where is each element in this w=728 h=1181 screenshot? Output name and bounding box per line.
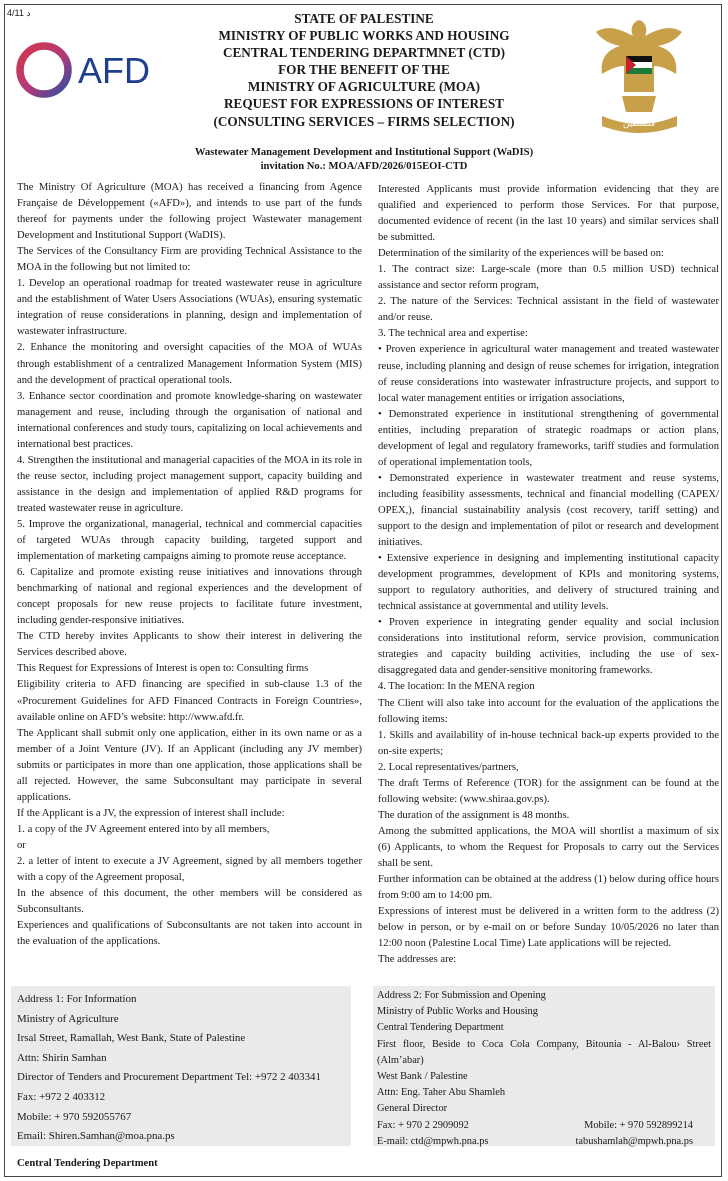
paragraph: The Client will also take into account for the evaluation of the applications the following items: [378,697,719,725]
address-1-line: Ministry of Agriculture [17,1012,119,1025]
page-number: 4/11 د [7,8,31,18]
paragraph: The Ministry Of Agriculture (MOA) has received a financing from Agence Française de Développement («AFD»), and intends to use part of the funds thereof for payments under the following project Wastewater management Development and Institutional Support (WaDIS). [17,182,362,242]
paragraph: • Proven experience in integrating gender equality and social inclusion considerations into institutional reform, service provision, communication strategies and capacity building activities, including the use of sex-disaggregated data and gender-sensitive monitoring frameworks. [378,617,719,677]
address-2-email: E-mail: ctd@mpwh.pna.ps [377,1135,489,1147]
header-line-services: (CONSULTING SERVICES – FIRMS SELECTION) [213,113,515,129]
address-1-heading: Address 1: For Information [17,993,137,1005]
address-2-line: First floor, Beside to Coca Cola Company, Bitounia - Al-Balou› Street (Alm’abar) [377,1038,711,1066]
paragraph: • Extensive experience in designing and implementing institutional capacity development programmes, development of KPIs and monitoring systems, support to regulatory authorities, and delivery of structured training and technical assistance at governmental and utility levels. [378,553,719,613]
paragraph: Among the submitted applications, the MOA will shortlist a maximum of six (6) Applicants, to whom the Request for Proposals to carry out the Services shall be sent. [378,825,719,869]
paragraph: The CTD hereby invites Applicants to show their interest in delivering the Services described above. [17,631,362,659]
paragraph: 1. a copy of the JV Agreement entered into by all members, [17,823,270,835]
project-title: Wastewater Management Development and Institutional Support (WaDIS) [194,147,534,158]
paragraph: • Proven experience in agricultural water management and treated wastewater reuse, including planning and design of reuse schemes for irrigation, integration of reuse considerations into wastewater infrastructure projects, and support to local water management entities or irrigation associations, [378,344,719,404]
paragraph: Eligibility criteria to AFD financing are specified in sub-clause 1.3 of the «Procurement Guidelines for AFD Financed Contracts in Foreign Countries», available online on AFD’s website: http://www.afd.fr. [17,679,362,723]
paragraph: Determination of the similarity of the experiences will be based on: [378,248,664,260]
paragraph: The addresses are: [378,954,457,966]
paragraph: Interested Applicants must provide information evidencing that they are qualified and experienced to perform those Services. For that purpose, documented evidence of recent (in the last 10 years) and similar services shall be submitted. [378,184,719,244]
paragraph: The Services of the Consultancy Firm are providing Technical Assistance to the MOA in the following but not limited to: [17,246,362,274]
address-1-email: Email: Shiren.Samhan@moa.pna.ps [17,1130,175,1143]
address-1-mobile: Mobile: + 970 592055767 [17,1110,132,1123]
header-line-benefit: FOR THE BENEFIT OF THE [278,62,450,78]
paragraph: 2. The nature of the Services: Technical assistant in the field of wastewater and/or reuse. [378,296,719,324]
address-1-fax: Fax: +972 2 403312 [17,1090,106,1103]
header-line-country: STATE OF PALESTINE [294,11,434,26]
header-line-ministry: MINISTRY OF PUBLIC WORKS AND HOUSING [218,28,510,44]
paragraph: 2. a letter of intent to execute a JV Agreement, signed by all members together with a copy of the Agreement proposal, [17,855,362,884]
address-2-line: West Bank / Palestine [377,1071,468,1083]
paragraph: The Applicant shall submit only one application, either in its own name or as a member of a Joint Venture (JV). If an Applicant (including any JV member) submits or participates in more than one application, those applications shall be all rejected. However, the same Subconsultant may participate in several applications. [17,727,362,803]
address-1-line: Attn: Shirin Samhan [17,1051,107,1064]
address-2-box [373,986,715,1146]
paragraph: 4. The location: In the MENA region [378,681,535,693]
address-2-line: General Director [377,1103,448,1115]
header-line-request: REQUEST FOR EXPRESSIONS OF INTEREST [224,96,504,112]
paragraph: 1. Develop an operational roadmap for treated wastewater reuse in agriculture and the establishment of Water Users Associations (WUAs), ensuring systematic integration of reuse considerations in planning, design and implementation of wastewater infrastructure. [17,278,362,338]
emblem-text: فلسطين [622,119,656,129]
afd-logo-text: AFD [78,50,150,91]
address-2-line: Attn: Eng. Taher Abu Shamleh [377,1087,506,1099]
address-2-fax: Fax: + 970 2 2909092 [377,1119,469,1131]
address-2-email-row [377,1134,711,1150]
project-heading [0,146,728,174]
address-1-box [11,986,351,1146]
paragraph: • Demonstrated experience in wastewater treatment and reuse systems, including feasibility assessments, technical and financial modelling (CAPEX/ OPEX,), financial sustainability analysis (cost recovery, tariff setting) and support to the design and implementation of pilot or research and development initiatives. [378,472,719,549]
paragraph: Experiences and qualifications of Subconsultants are not taken into account in the evaluation of the applications. [17,920,362,948]
footer: Central Tendering Department [17,1158,158,1169]
address-2-line: Central Tendering Department [377,1022,504,1034]
paragraph: 5. Improve the organizational, managerial, technical and commercial capacities of targeted WUAs through capacity building, targeted support and implementation of marketing campaigns aiming to promote reuse acceptance. [17,518,362,563]
address-2-contact-row [377,1118,711,1134]
paragraph: 6. Capitalize and promote existing reuse initiatives and innovations through benchmarking of national and regional experiences and the development of concept proposals for new reuse projects to facilitate future investment, including gender-responsive initiatives. [17,567,362,627]
address-2-email-2: tabushamlah@mpwh.pna.ps [575,1135,693,1147]
paragraph: or [17,839,26,851]
paragraph: 2. Local representatives/partners, [378,761,519,773]
paragraph: Expressions of interest must be delivered in a written form to the address (2) below in person, or by e-mail on or before Sunday 10/05/2026 no later than 12:00 noon (Palestine Local Time) Late applications will be rejected. [378,906,719,950]
invitation-number: invitation No.: MOA/AFD/2026/015EOI-CTD [260,161,468,172]
paragraph: 3. The technical area and expertise: [378,328,528,340]
paragraph: • Demonstrated experience in institutional strengthening of governmental entities, including preparation of strategic roadmaps or action plans, development of legal and regulatory frameworks, tariff studies and formulation of operational implementation tools, [378,408,719,468]
paragraph: 1. The contract size: Large-scale (more than 0.5 million USD) technical assistance and sector reform program, [378,264,719,292]
paragraph: 2. Enhance the monitoring and oversight capacities of the MOA of WUAs through establishment of a centralized Management Information System (MIS) and the development of practical operational tools. [17,342,362,386]
paragraph: 4. Strengthen the institutional and managerial capacities of the MOA in its role in the reuse sector, including project management support, capacity building and assistance in the design and implementation of applied R&D programs for treated wastewater reuse in agriculture. [17,454,362,514]
header-title [0,10,728,130]
address-2-heading: Address 2: For Submission and Opening [377,990,546,1001]
right-column [378,182,719,968]
paragraph: The draft Terms of Reference (TOR) for the assignment can be found at the following website: (www.shiraa.gov.ps). [378,777,719,805]
header-line-moa: MINISTRY OF AGRICULTURE (MOA) [247,79,481,95]
paragraph: Further information can be obtained at the address (1) below during office hours from 9:00 am to 14:00 pm. [378,874,719,902]
paragraph: 3. Enhance sector coordination and promote knowledge-sharing on wastewater management and reuse, including through the organisation of national and international conferences and study tours, capitalizing on local achievements and international best practices. [17,390,362,450]
address-1-line: Irsal Street, Ramallah, West Bank, State of Palestine [17,1032,246,1045]
paragraph: In the absence of this document, the other members will be considered as Subconsultants. [17,888,362,916]
paragraph: The duration of the assignment is 48 months. [378,809,570,821]
left-column [17,180,362,950]
paragraph: 1. Skills and availability of in-house technical back-up experts provided to the on-site experts; [378,729,719,757]
address-2-mobile: Mobile: + 970 592899214 [584,1119,693,1131]
paragraph: This Request for Expressions of Interest is open to: Consulting firms [17,663,309,675]
address-1-line: Director of Tenders and Procurement Department Tel: +972 2 403341 [17,1071,321,1084]
header-line-department: CENTRAL TENDERING DEPARTMNET (CTD) [222,45,505,61]
paragraph: If the Applicant is a JV, the expression of interest shall include: [17,807,285,819]
address-2-line: Ministry of Public Works and Housing [377,1006,538,1018]
